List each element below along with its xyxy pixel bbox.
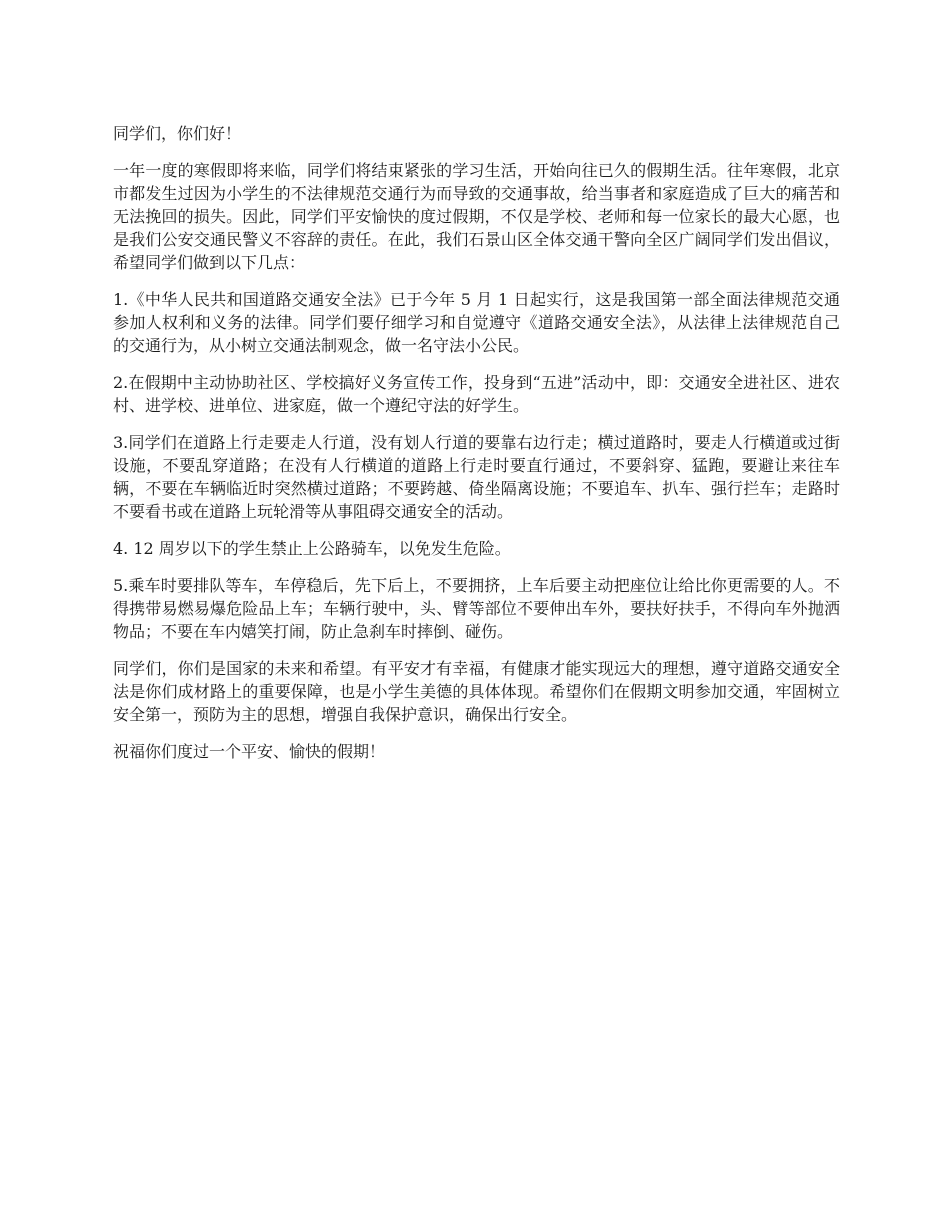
conclusion-paragraph: 同学们，你们是国家的未来和希望。有平安才有幸福，有健康才能实现远大的理想，遵守道路交通安全法是你们成材路上的重要保障，也是小学生美德的具体体现。希望你们在假期文明参加交通，牢固树立安全第一，预防为主的思想，增强自我保护意识，确保出行安全。 [113, 659, 840, 724]
closing-line: 祝福你们度过一个平安、愉快的假期！ [113, 742, 386, 761]
document-page [113, 122, 840, 777]
list-item-1: 1.《中华人民共和国道路交通安全法》已于今年 5 月 1 日起实行，这是我国第一部全面法律规范交通参加人权利和义务的法律。同学们要仔细学习和自觉遵守《道路交通安全法》，从法律上法律规范自己的交通行为，从小树立交通法制观念，做一名守法小公民。 [113, 290, 840, 355]
list-item-5: 5.乘车时要排队等车，车停稳后，先下后上，不要拥挤，上车后要主动把座位让给比你更需要的人。不得携带易燃易爆危险品上车；车辆行驶中，头、臂等部位不要伸出车外，要扶好扶手，不得向车外抛洒物品；不要在车内嬉笑打闹，防止急刹车时摔倒、碰伤。 [113, 576, 840, 641]
intro-paragraph: 一年一度的寒假即将来临，同学们将结束紧张的学习生活，开始向往已久的假期生活。往年寒假，北京市都发生过因为小学生的不法律规范交通行为而导致的交通事故，给当事者和家庭造成了巨大的痛苦和无法挽回的损失。因此，同学们平安愉快的度过假期，不仅是学校、老师和每一位家长的最大心愿，也是我们公安交通民警义不容辞的责任。在此，我们石景山区全体交通干警向全区广阔同学们发出倡议，希望同学们做到以下几点： [113, 161, 840, 272]
list-item-3: 3.同学们在道路上行走要走人行道，没有划人行道的要靠右边行走；横过道路时，要走人行横道或过街设施，不要乱穿道路；在没有人行横道的道路上行走时要直行通过，不要斜穿、猛跑，要避让来往车辆，不要在车辆临近时突然横过道路；不要跨越、倚坐隔离设施；不要追车、扒车、强行拦车；走路时不要看书或在道路上玩轮滑等从事阻碍交通安全的活动。 [113, 433, 840, 521]
list-item-4: 4. 12 周岁以下的学生禁止上公路骑车，以免发生危险。 [113, 539, 511, 558]
list-item-2: 2.在假期中主动协助社区、学校搞好义务宣传工作，投身到“五进”活动中，即：交通安全进社区、进农村、进学校、进单位、进家庭，做一个遵纪守法的好学生。 [113, 373, 840, 415]
greeting: 同学们，你们好！ [113, 124, 242, 143]
